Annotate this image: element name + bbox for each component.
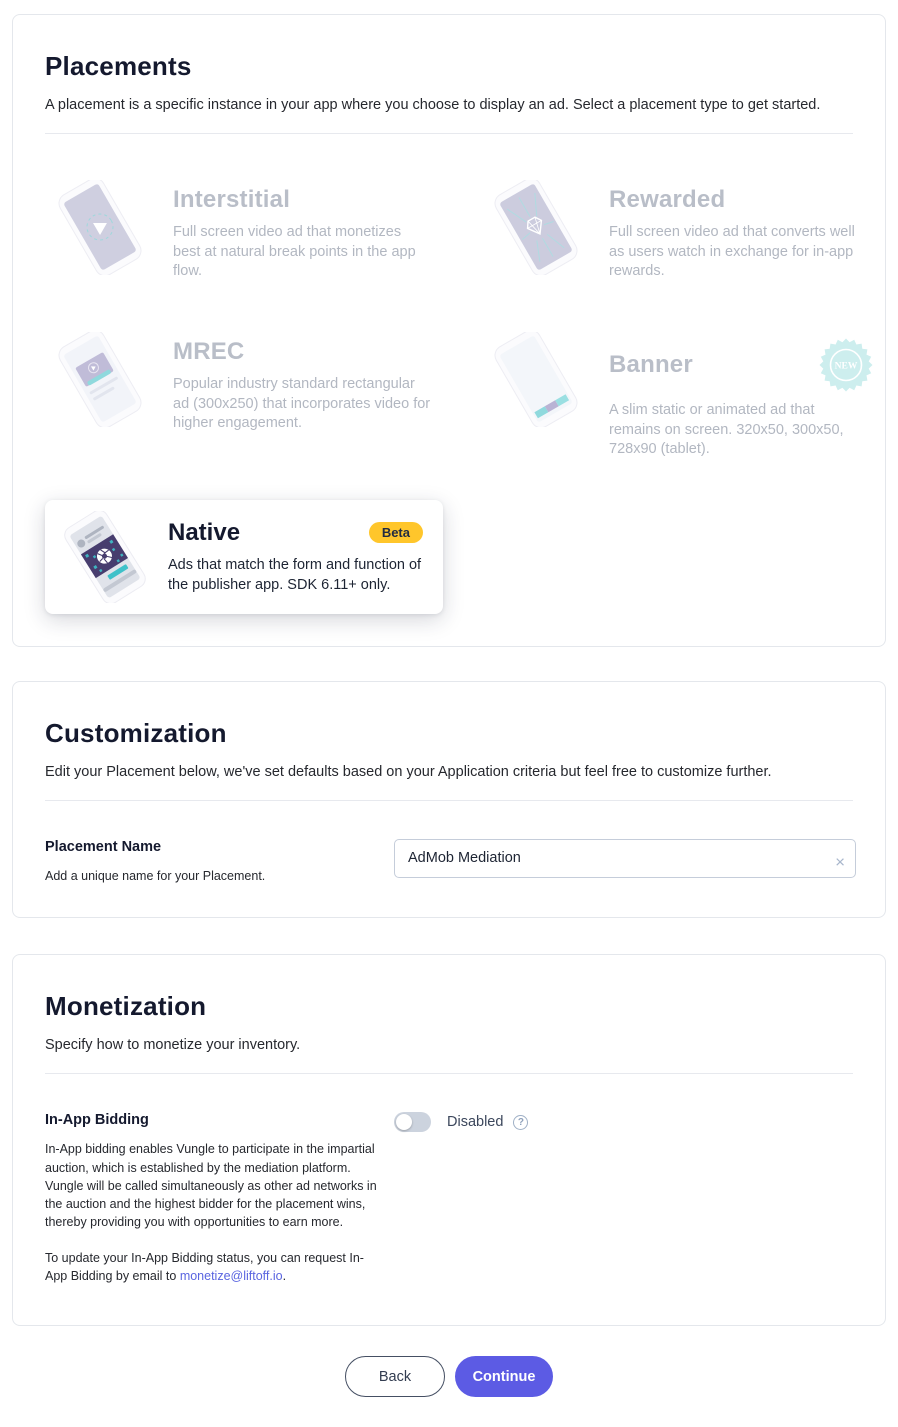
- beta-badge: Beta: [369, 522, 423, 543]
- mrec-phone-icon: [45, 332, 155, 427]
- mrec-title: MREC: [173, 337, 245, 365]
- in-app-bidding-toggle[interactable]: [394, 1112, 431, 1132]
- placement-type-rewarded[interactable]: [481, 180, 867, 282]
- customization-title: Customization: [45, 717, 227, 748]
- footer-actions: [0, 1356, 898, 1427]
- help-icon[interactable]: ?: [513, 1115, 528, 1130]
- placements-title: Placements: [45, 51, 192, 81]
- banner-phone-icon: [481, 332, 591, 427]
- placements-section: [12, 14, 886, 647]
- in-app-bidding-description: In-App bidding enables Vungle to participate in the impartial auction, which is established by the mediation platform. Vungle will be called simultaneously as other ad networks in the auction and the highest bidder for the placement wins, thereby providing you with opportunities to earn more.: [45, 1142, 377, 1229]
- placement-type-grid: [45, 180, 858, 459]
- placement-name-input[interactable]: [394, 839, 856, 878]
- rewarded-phone-icon: [481, 180, 591, 275]
- note-text: To update your In-App Bidding status, you can request In-App Bidding by email to: [45, 1251, 364, 1284]
- banner-title: Banner: [609, 350, 693, 378]
- in-app-bidding-label-block: [45, 1112, 394, 1285]
- monetization-subtitle: Specify how to monetize your inventory.: [45, 1037, 301, 1054]
- monetization-title: Monetization: [45, 991, 207, 1022]
- in-app-bidding-note: [45, 1249, 382, 1285]
- placements-subtitle: A placement is a specific instance in your app where you choose to display an ad. Select a placement type to get started.: [45, 97, 821, 113]
- monetize-email-link[interactable]: monetize@liftoff.io: [179, 1269, 283, 1284]
- divider: [45, 800, 853, 801]
- placement-name-helper: Add a unique name for your Placement.: [45, 868, 266, 883]
- rewarded-description: Full screen video ad that converts well as users watch in exchange for in-app rewards.: [609, 224, 855, 280]
- divider: [45, 1073, 853, 1074]
- in-app-bidding-state: Disabled: [447, 1114, 504, 1131]
- interstitial-title: Interstitial: [173, 186, 291, 214]
- monetization-section: [12, 954, 886, 1326]
- mrec-description: Popular industry standard rectangular ad (300x250) that incorporates video for higher engagement.: [173, 375, 431, 432]
- placement-type-interstitial[interactable]: [45, 180, 481, 282]
- native-phone-icon: [53, 511, 158, 603]
- banner-description: A slim static or animated ad that remains on screen. 320x50, 300x50, 728x90 (tablet).: [609, 401, 844, 458]
- note-suffix: .: [282, 1269, 287, 1284]
- placement-type-mrec[interactable]: [45, 332, 481, 460]
- placement-name-label-block: [45, 839, 394, 885]
- svg-text:NEW: NEW: [834, 361, 858, 372]
- native-description: Ads that match the form and function of the publisher app. SDK 6.11+ only.: [168, 556, 422, 593]
- clear-input-icon[interactable]: ×: [835, 852, 845, 872]
- placement-type-native-selected[interactable]: [45, 500, 443, 614]
- continue-button[interactable]: Continue: [455, 1356, 553, 1397]
- native-title: Native: [168, 518, 241, 546]
- customization-section: [12, 681, 886, 918]
- toggle-knob: [396, 1114, 412, 1130]
- new-badge: [819, 338, 873, 392]
- rewarded-title: Rewarded: [609, 186, 726, 214]
- placement-type-banner[interactable]: [481, 332, 867, 460]
- interstitial-phone-icon: [45, 180, 155, 275]
- back-button[interactable]: Back: [345, 1356, 445, 1397]
- interstitial-description: Full screen video ad that monetizes best at natural break points in the app flow.: [173, 224, 416, 280]
- customization-subtitle: Edit your Placement below, we've set defaults based on your Application criteria but feel free to customize further.: [45, 763, 772, 780]
- in-app-bidding-label: In-App Bidding: [45, 1112, 149, 1129]
- placement-name-label: Placement Name: [45, 838, 162, 855]
- divider: [45, 133, 853, 134]
